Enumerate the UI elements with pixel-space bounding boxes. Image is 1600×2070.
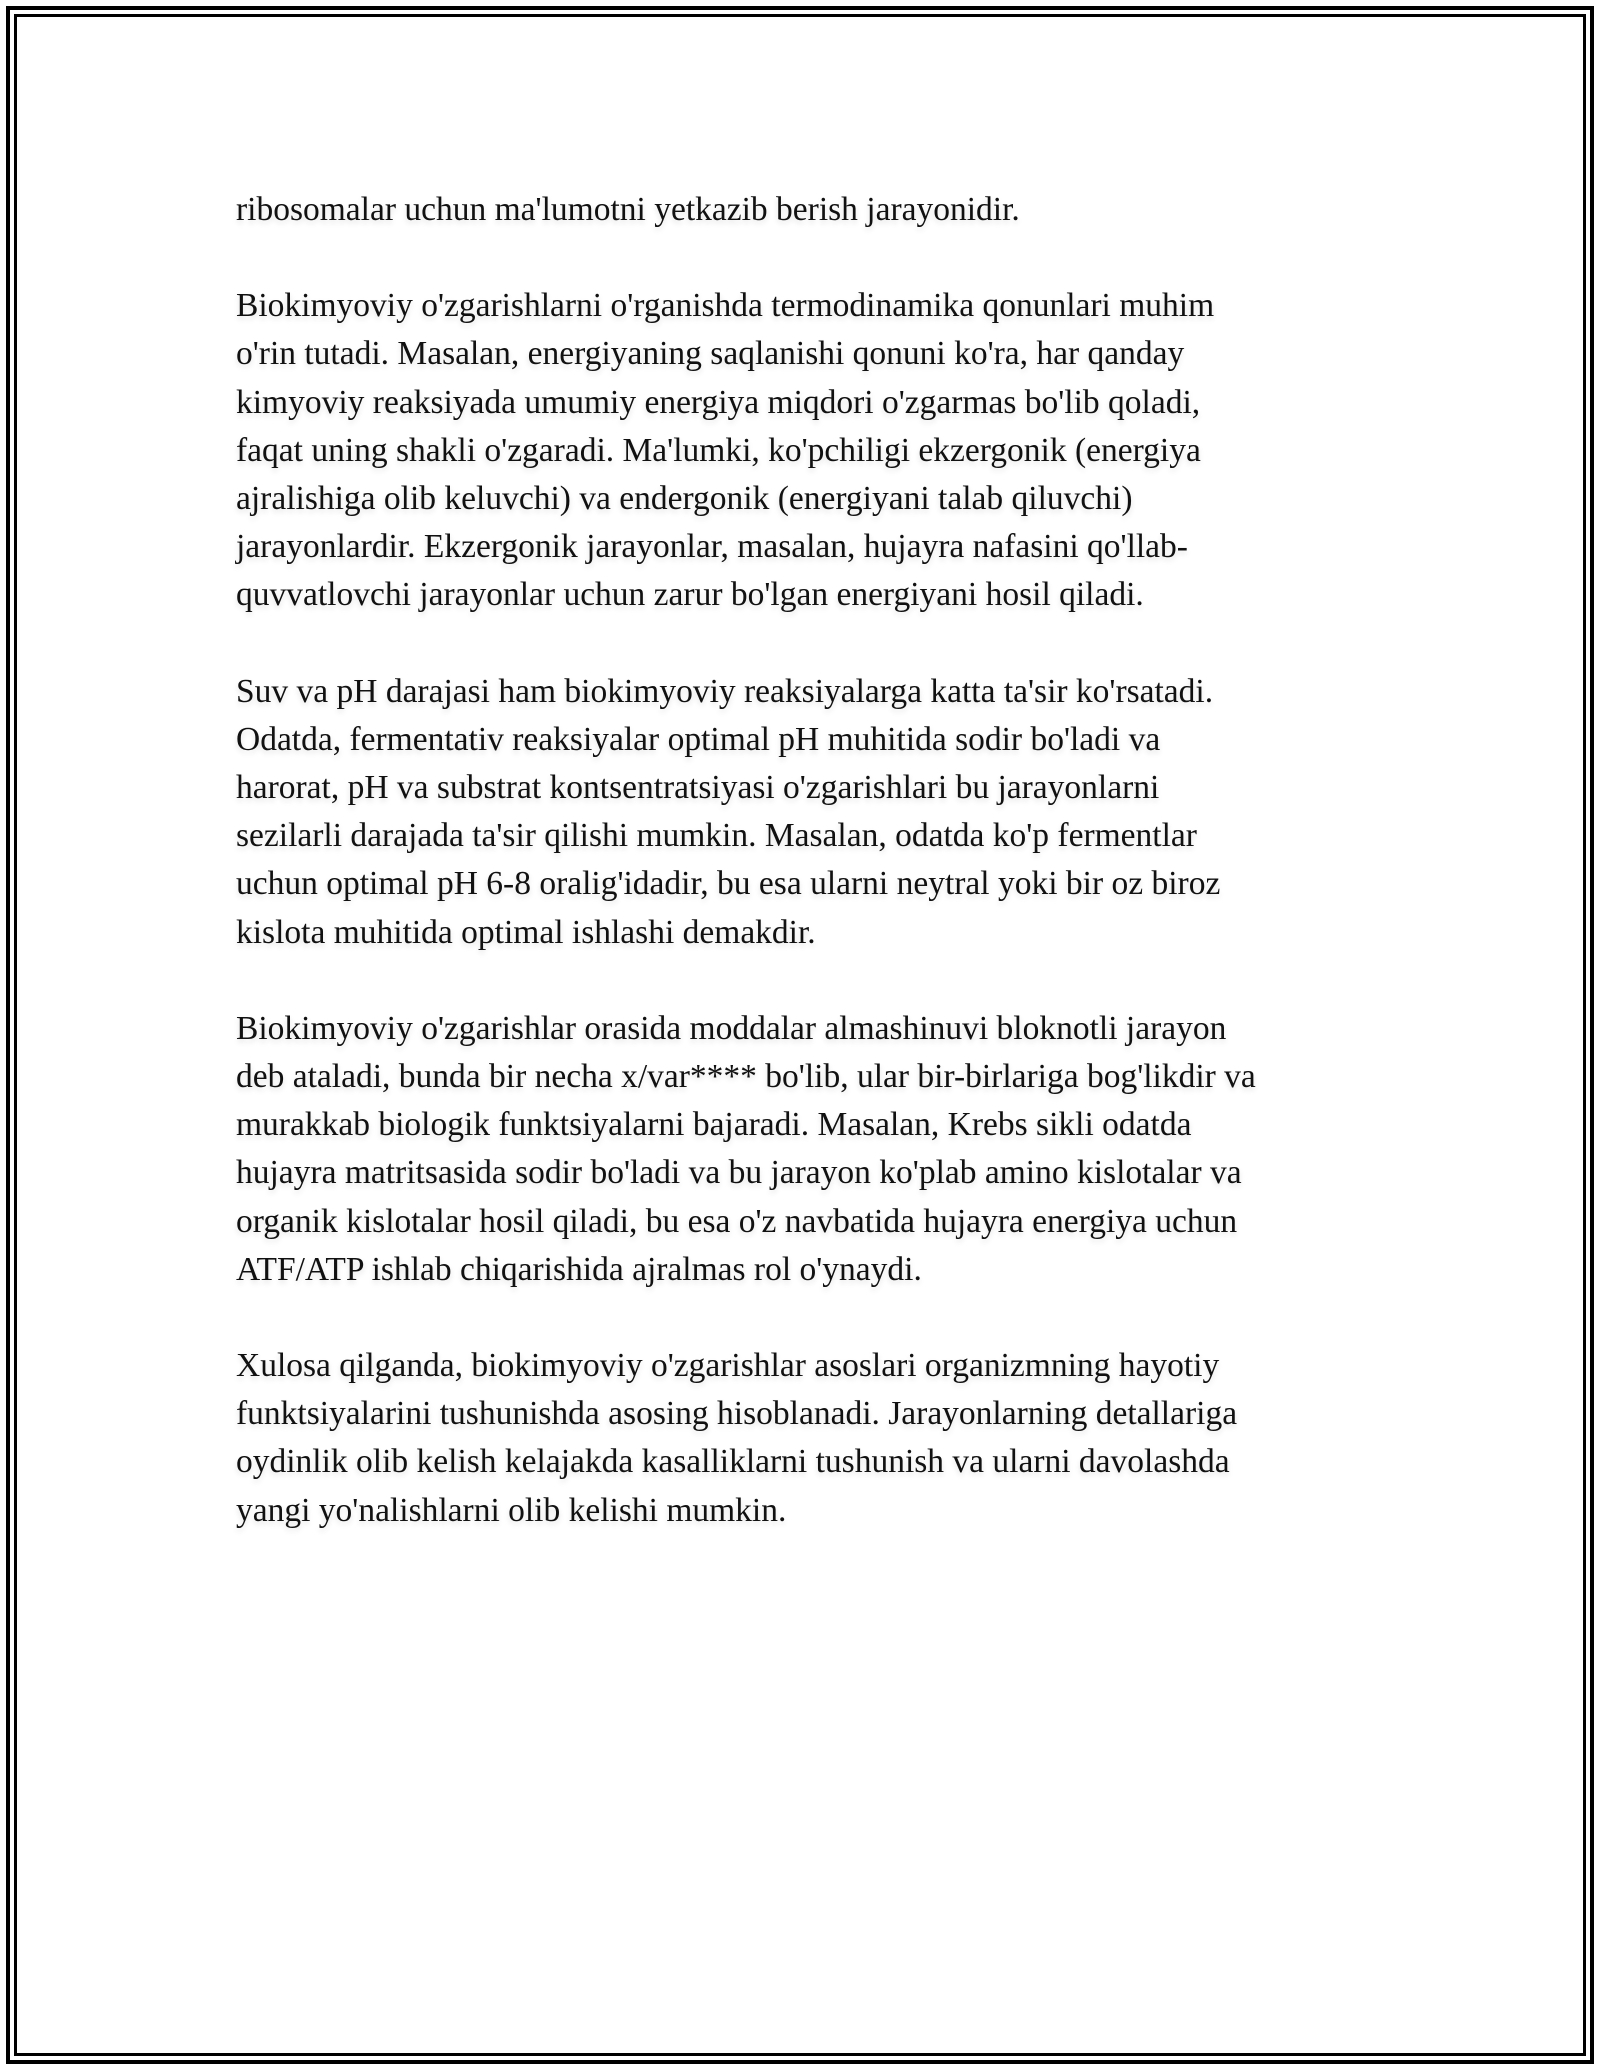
paragraph-3	[236, 668, 1376, 957]
text-line: ajralishiga olib keluvchi) va endergonik (energiyani talab qiluvchi)	[236, 480, 1133, 518]
text-line: oydinlik olib kelish kelajakda kasalliklarni tushunish va ularni davolashda	[236, 1443, 1230, 1481]
paragraph-2	[236, 282, 1376, 619]
text-line: quvvatlovchi jarayonlar uchun zarur bo'lgan energiyani hosil qiladi.	[236, 576, 1144, 614]
text-line: ATF/ATP ishlab chiqarishida ajralmas rol o'ynaydi.	[236, 1250, 922, 1288]
text-line: Biokimyoviy o'zgarishlarni o'rganishda termodinamika qonunlari muhim	[236, 287, 1215, 325]
text-line: Suv va pH darajasi ham biokimyoviy reaksiyalarga katta ta'sir ko'rsatadi.	[236, 672, 1214, 710]
text-line: Biokimyoviy o'zgarishlar orasida moddalar almashinuvi bloknotli jarayon	[236, 1009, 1227, 1047]
text-line: murakkab biologik funktsiyalarni bajaradi. Masalan, Krebs sikli odatda	[236, 1106, 1192, 1144]
text-line: harorat, pH va substrat kontsentratsiyasi o'zgarishlari bu jarayonlarni	[236, 769, 1160, 807]
text-line: funktsiyalarini tushunishda asosing hisoblanadi. Jarayonlarning detallariga	[236, 1395, 1238, 1433]
text-line: organik kislotalar hosil qiladi, bu esa o'z navbatida hujayra energiya uchun	[236, 1202, 1238, 1240]
text-line: jarayonlardir. Ekzergonik jarayonlar, masalan, hujayra nafasini qo'llab-	[236, 528, 1188, 566]
document-body	[236, 186, 1376, 1583]
paragraph-4	[236, 1005, 1376, 1294]
text-line: o'rin tutadi. Masalan, energiyaning saqlanishi qonuni ko'ra, har qanday	[236, 335, 1185, 373]
text-line: kimyoviy reaksiyada umumiy energiya miqdori o'zgarmas bo'lib qoladi,	[236, 383, 1201, 421]
text-line: Xulosa qilganda, biokimyoviy o'zgarishlar asoslari organizmning hayotiy	[236, 1347, 1220, 1385]
text-line: sezilarli darajada ta'sir qilishi mumkin. Masalan, odatda ko'p fermentlar	[236, 817, 1197, 855]
paragraph-5	[236, 1342, 1376, 1535]
text-line: faqat uning shakli o'zgaradi. Ma'lumki, ko'pchiligi ekzergonik (energiya	[236, 431, 1201, 469]
text-line: uchun optimal pH 6-8 oralig'idadir, bu esa ularni neytral yoki bir oz biroz	[236, 865, 1221, 903]
text-line: yangi yo'nalishlarni olib kelishi mumkin.	[236, 1491, 787, 1529]
text-line: deb ataladi, bunda bir necha x/var**** bo'lib, ular bir-birlariga bog'likdir va	[236, 1058, 1256, 1096]
text-line: kislota muhitida optimal ishlashi demakdir.	[236, 913, 816, 951]
text-line: Odatda, fermentativ reaksiyalar optimal pH muhitida sodir bo'ladi va	[236, 720, 1161, 758]
paragraph-1	[236, 186, 1376, 234]
text-line: hujayra matritsasida sodir bo'ladi va bu jarayon ko'plab amino kislotalar va	[236, 1154, 1242, 1192]
text-line: ribosomalar uchun ma'lumotni yetkazib berish jarayonidir.	[236, 191, 1020, 228]
